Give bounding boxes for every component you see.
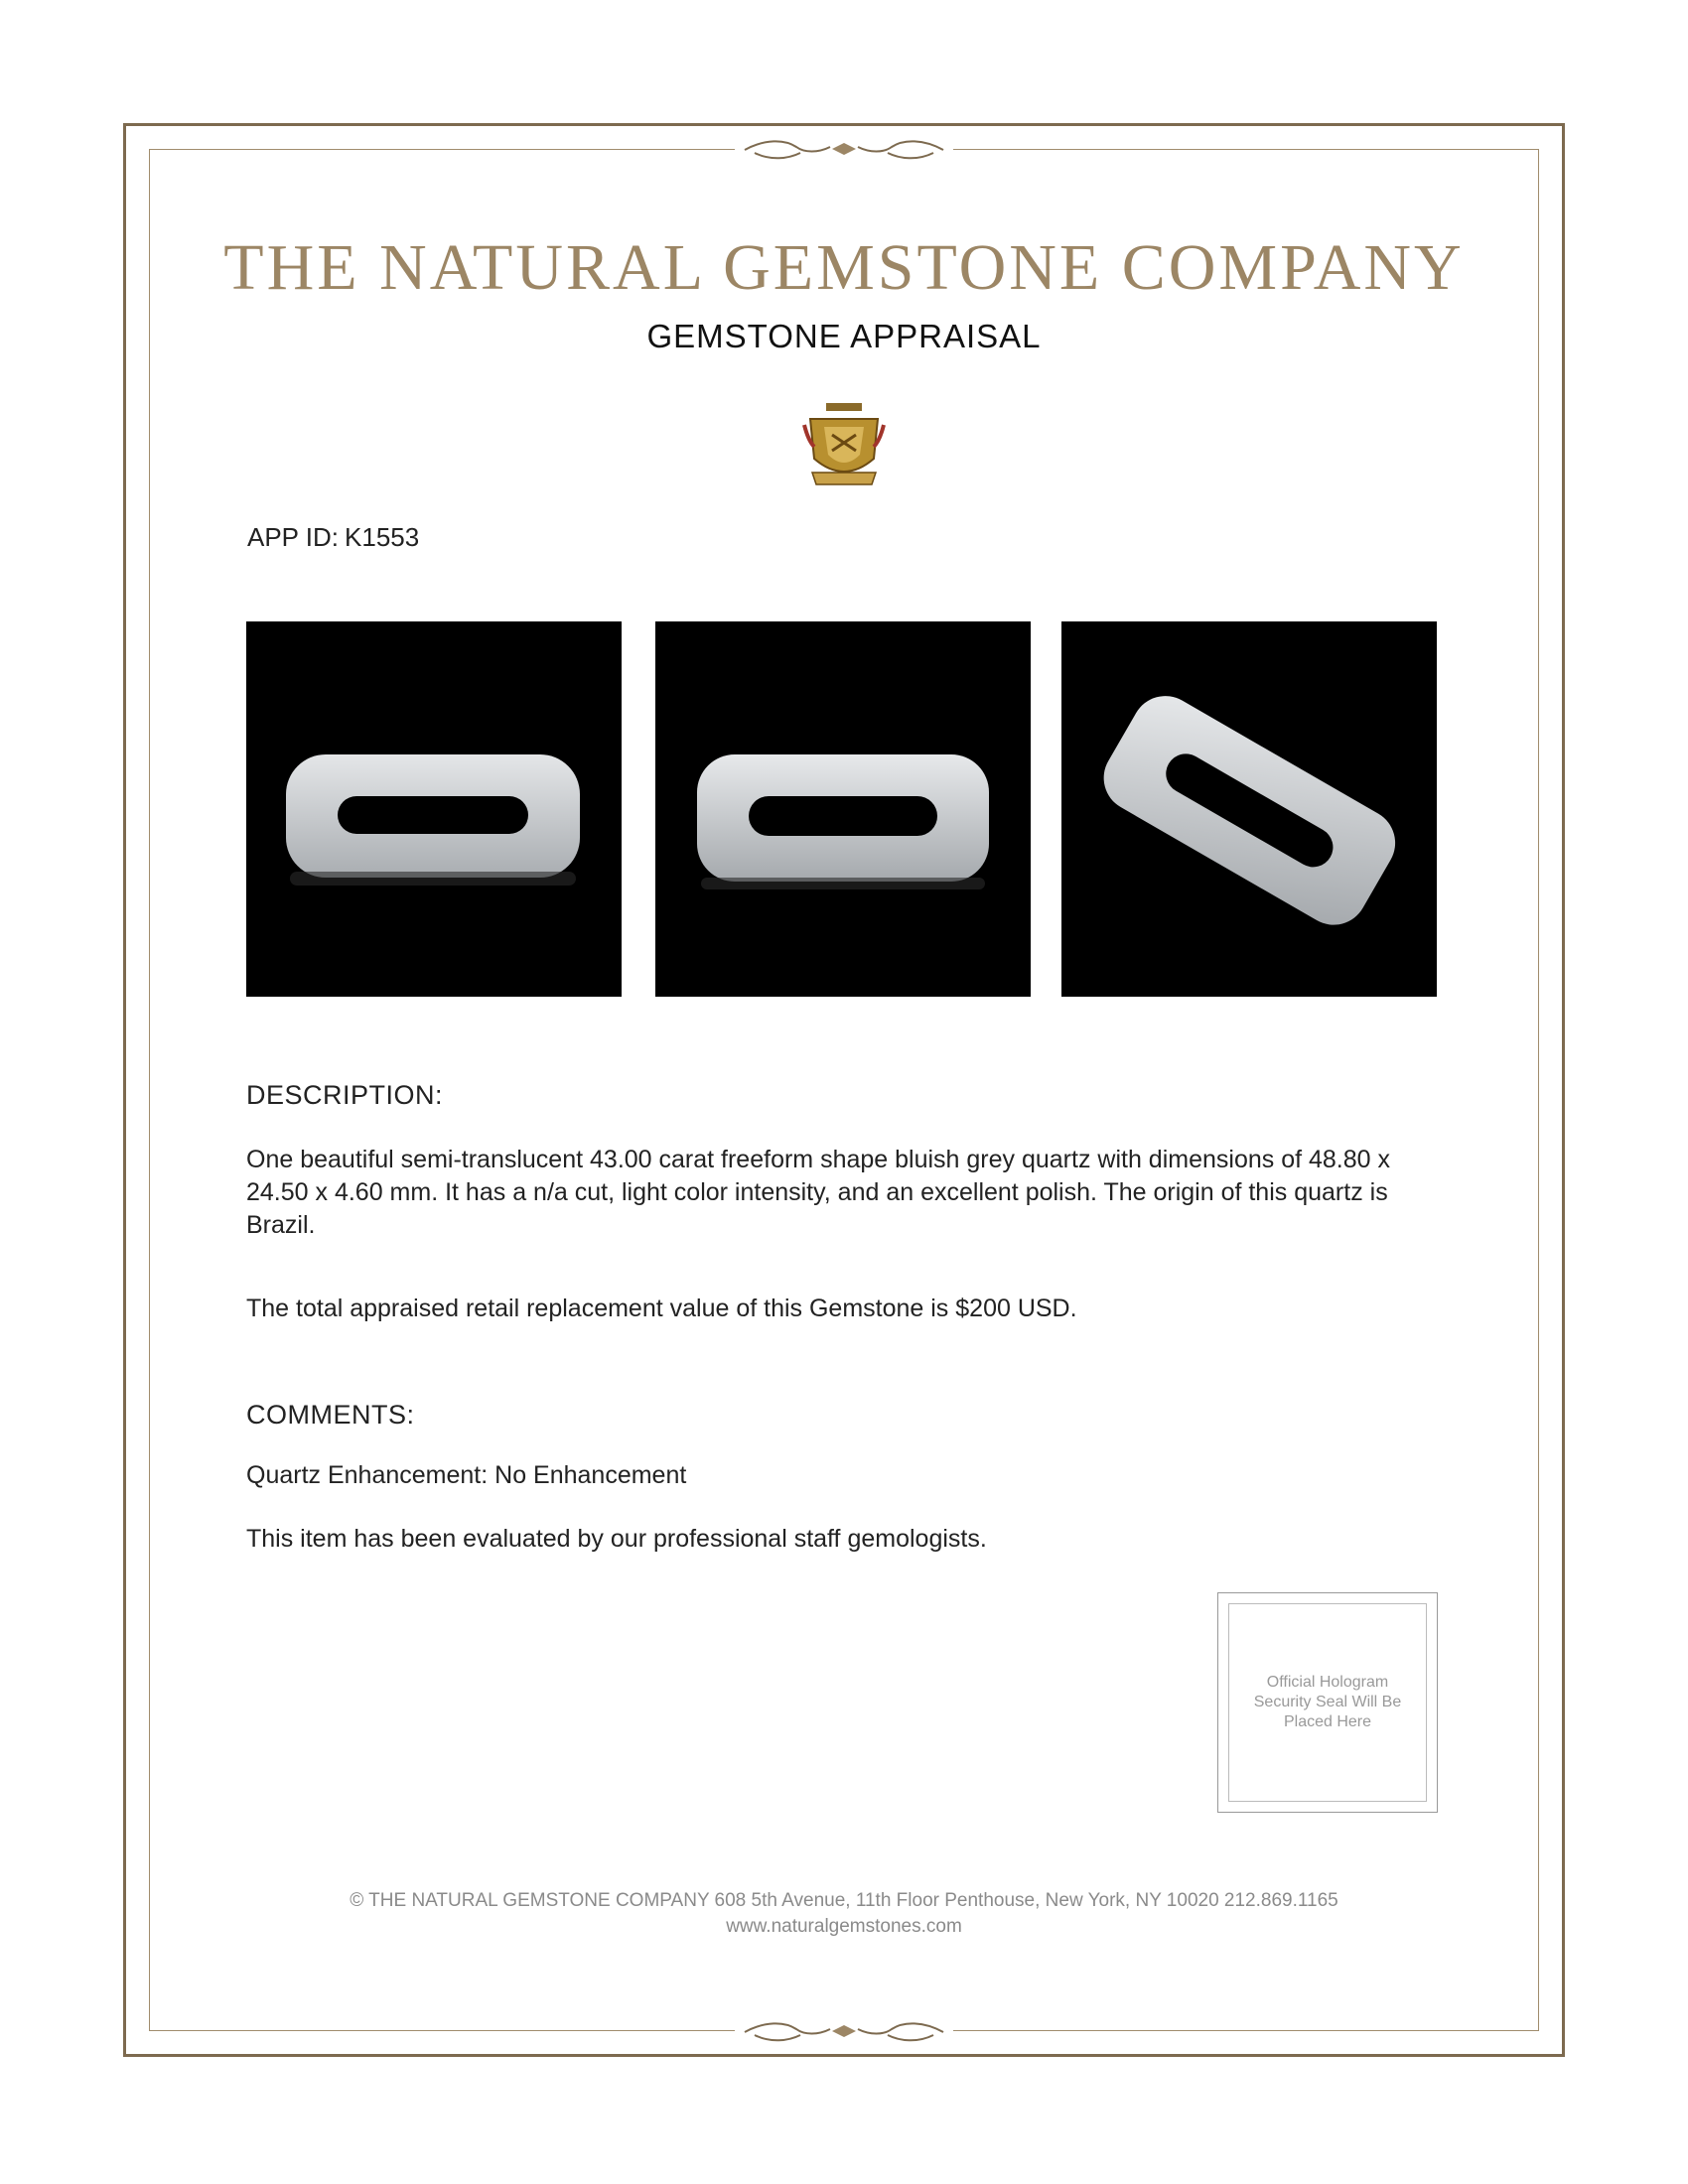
gemstone-photo-side [655,621,1031,997]
company-name: THE NATURAL GEMSTONE COMPANY [223,231,1465,304]
enhancement-text: Quartz Enhancement: No Enhancement [246,1461,687,1489]
footer-address: © THE NATURAL GEMSTONE COMPANY 608 5th Avenue, 11th Floor Penthouse, New York, NY 10020 212.869.1165 [350,1890,1338,1911]
document-title: GEMSTONE APPRAISAL [646,318,1042,354]
description-text: One beautiful semi-translucent 43.00 carat freeform shape bluish grey quartz with dimensions of 48.80 x 24.50 x 4.60 mm. It has a n/a cut, light color intensity, and an excellent polish. The origin of this quartz is Brazil. [246,1146,1391,1239]
gemstone-photo-front [246,621,622,997]
top-ornament-icon [735,135,953,165]
description-heading: DESCRIPTION: [246,1080,444,1110]
evaluation-text: This item has been evaluated by our professional staff gemologists. [246,1525,987,1553]
hologram-seal-text: Official Hologram Security Seal Will Be Placed Here [1253,1674,1402,1730]
app-id [247,522,419,553]
comments-heading: COMMENTS: [246,1400,415,1430]
value-statement: The total appraised retail replacement value of this Gemstone is $200 USD. [246,1295,1077,1322]
footer-website: www.naturalgemstones.com [726,1916,962,1937]
hologram-seal-placeholder [1217,1592,1438,1813]
hologram-seal-inner [1228,1603,1427,1802]
app-id-value: K1553 [345,522,420,552]
company-crest-logo [802,401,886,496]
app-id-label: APP ID: [247,522,340,552]
gemstone-photo-angled [1061,621,1437,997]
bottom-ornament-icon [735,2017,953,2047]
